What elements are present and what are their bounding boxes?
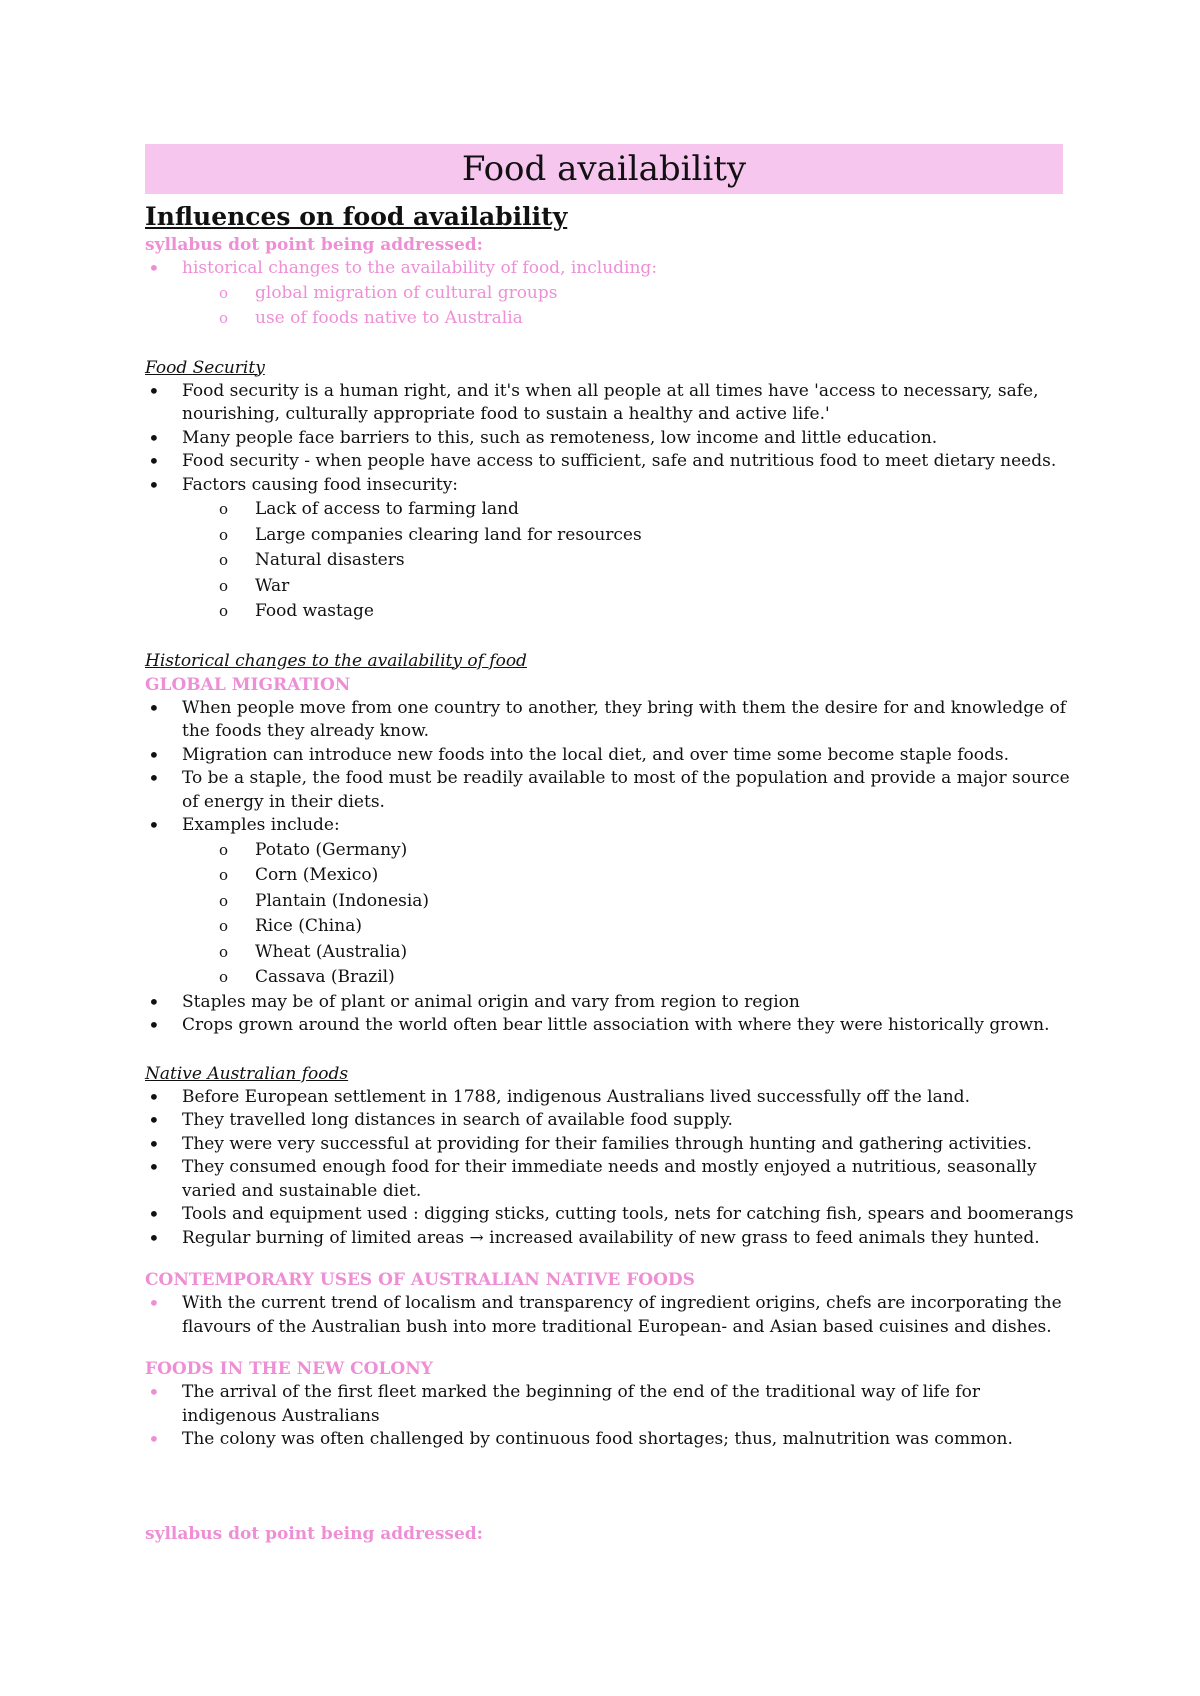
staples-list [145, 991, 1075, 1038]
list-item: • With the current trend of localism and transparency of ingredient origins, chefs are incorporating the flavours of the Australian bush into more traditional European- and Asian based cuisines and dishes. [145, 1292, 1075, 1339]
document-body [145, 201, 1075, 1546]
list-item: • Migration can introduce new foods into the local diet, and over time some become staple foods. [145, 744, 1075, 768]
list-item: • Crops grown around the world often bear little association with where they were historically grown. [145, 1014, 1075, 1038]
food-security-list [145, 380, 1075, 498]
contemporary-list [145, 1292, 1075, 1339]
list-item: • Examples include: [145, 814, 1075, 838]
colony-heading: FOODS IN THE NEW COLONY [145, 1359, 433, 1379]
list-item: • Staples may be of plant or animal origin and vary from region to region [145, 991, 1075, 1015]
list-item: o Plantain (Indonesia) [145, 889, 1075, 915]
global-migration-heading: GLOBAL MIGRATION [145, 674, 351, 695]
list-item: o Natural disasters [145, 548, 1075, 574]
list-item: o War [145, 574, 1075, 600]
native-foods-list [145, 1086, 1075, 1251]
list-item: • The colony was often challenged by continuous food shortages; thus, malnutrition was common. [145, 1428, 1075, 1452]
list-item: o Wheat (Australia) [145, 940, 1075, 966]
page-title: Food availability [461, 149, 747, 189]
syllabus-label: syllabus dot point being addressed: [145, 235, 483, 255]
list-item: • When people move from one country to another, they bring with them the desire for and knowledge of the foods they already know. [145, 697, 1075, 744]
list-item: o Food wastage [145, 599, 1075, 625]
list-item: • Before European settlement in 1788, indigenous Australians lived successfully off the land. [145, 1086, 1075, 1110]
historical-heading: Historical changes to the availability of food [145, 650, 527, 671]
list-item: • They consumed enough food for their immediate needs and mostly enjoyed a nutritious, seasonally varied and sustainable diet. [145, 1156, 1075, 1203]
migration-list [145, 697, 1075, 838]
list-item: • Many people face barriers to this, such as remoteness, low income and little education. [145, 427, 1075, 451]
list-item: o Rice (China) [145, 914, 1075, 940]
list-item: • Tools and equipment used : digging sticks, cutting tools, nets for catching fish, spears and boomerangs [145, 1203, 1075, 1227]
staple-examples-list [145, 838, 1075, 991]
list-item: o Cassava (Brazil) [145, 965, 1075, 991]
colony-list [145, 1381, 1075, 1452]
syllabus-label-2: syllabus dot point being addressed: [145, 1523, 483, 1544]
list-item: • They travelled long distances in search of available food supply. [145, 1109, 1075, 1133]
list-item: • To be a staple, the food must be readily available to most of the population and provide a major source of energy in their diets. [145, 767, 1075, 814]
contemporary-heading: CONTEMPORARY USES OF AUSTRALIAN NATIVE FOODS [145, 1270, 695, 1290]
syllabus-subpoints [145, 281, 1075, 332]
list-item: • They were very successful at providing for their families through hunting and gathering activities. [145, 1133, 1075, 1157]
list-item: • The arrival of the first fleet marked the beginning of the end of the traditional way of life for indigenous Australians [145, 1381, 1075, 1428]
list-item: o Corn (Mexico) [145, 863, 1075, 889]
list-item: o Large companies clearing land for resources [145, 523, 1075, 549]
native-foods-heading: Native Australian foods [145, 1063, 349, 1084]
factors-list [145, 497, 1075, 625]
list-item: o global migration of cultural groups [145, 281, 1075, 307]
section-heading: Influences on food availability [145, 202, 568, 231]
food-security-heading: Food Security [145, 357, 265, 378]
list-item: • Factors causing food insecurity: [145, 474, 1075, 498]
syllabus-point: • historical changes to the availability of food, including: [145, 257, 1075, 281]
syllabus-list [145, 257, 1075, 281]
list-item: o Lack of access to farming land [145, 497, 1075, 523]
list-item: • Regular burning of limited areas → increased availability of new grass to feed animals they hunted. [145, 1227, 1075, 1251]
list-item: • Food security is a human right, and it's when all people at all times have 'access to necessary, safe, nourishing, culturally appropriate food to sustain a healthy and active life.' [145, 380, 1075, 427]
list-item: o Potato (Germany) [145, 838, 1075, 864]
list-item: • Food security - when people have access to sufficient, safe and nutritious food to meet dietary needs. [145, 450, 1075, 474]
list-item: o use of foods native to Australia [145, 306, 1075, 332]
